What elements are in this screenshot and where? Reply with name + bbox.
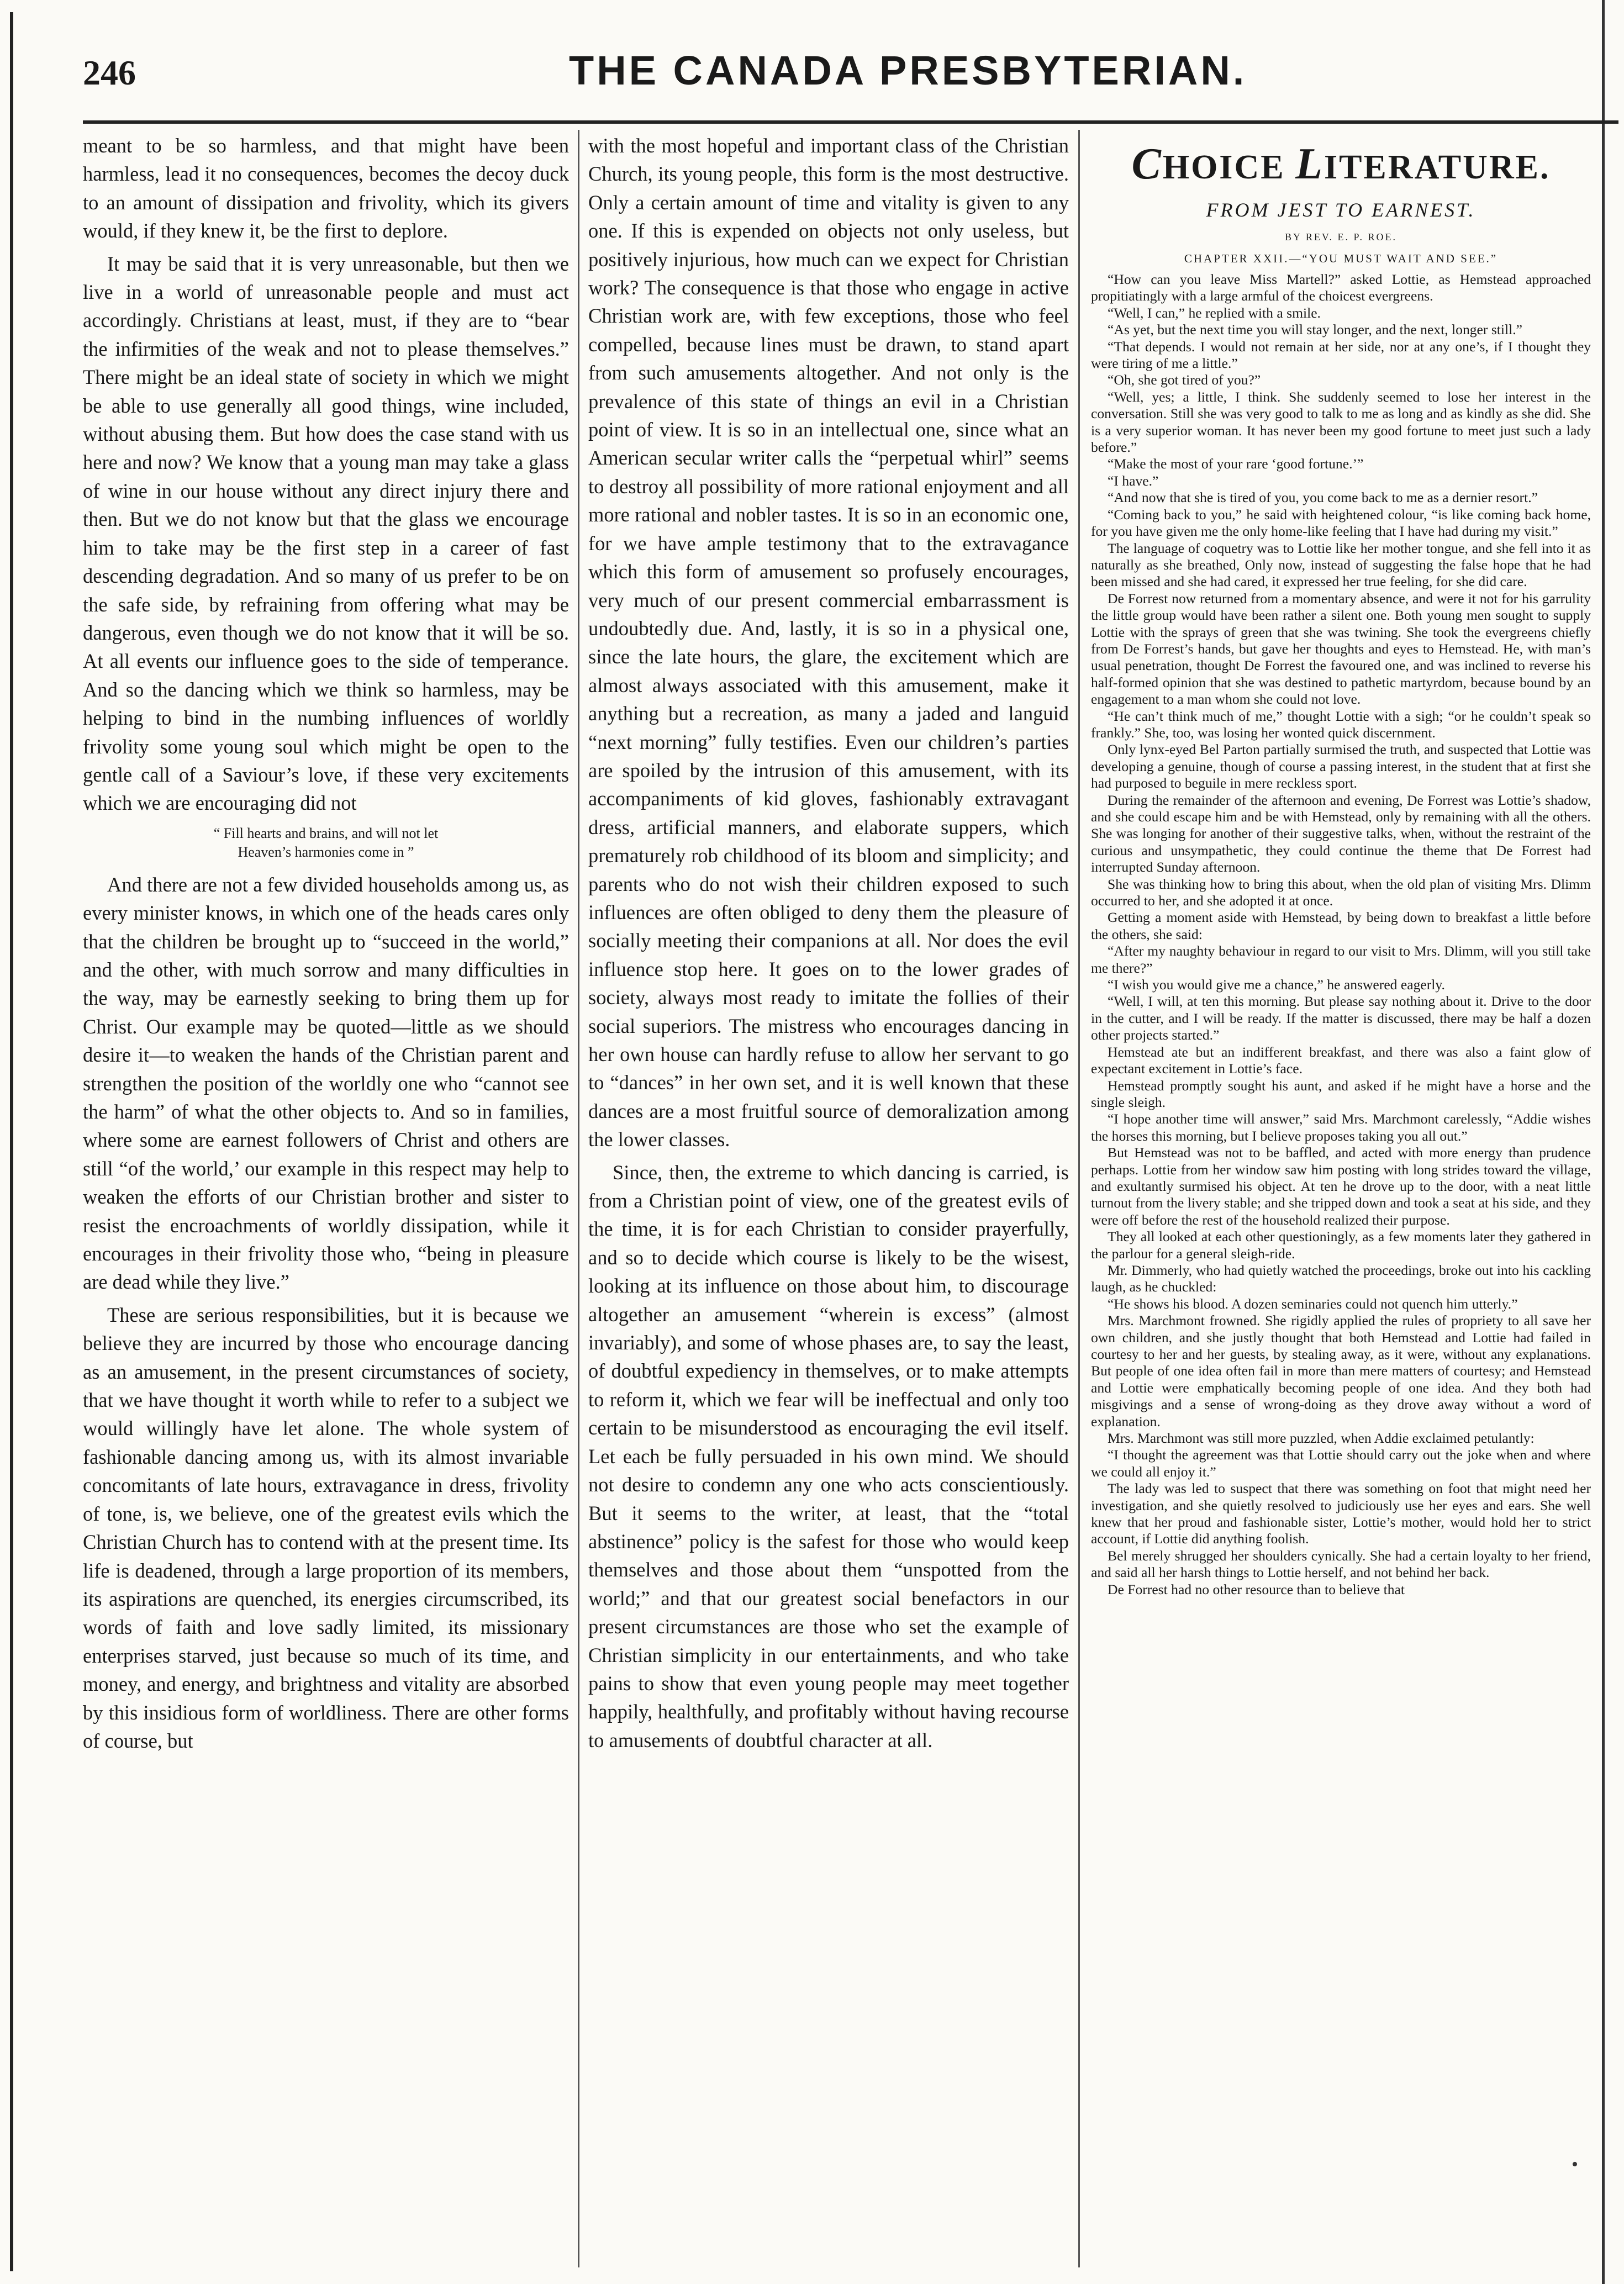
story-paragraph: “That depends. I would not remain at her side, nor at any one’s, if I thought they were tiring of me a little.” [1091, 338, 1591, 372]
section-title-initial: C [1131, 140, 1163, 188]
story-paragraph: “I wish you would give me a chance,” he answered eagerly. [1108, 977, 1445, 993]
story-paragraph: De Forrest had no other resource than to believe that [1108, 1581, 1405, 1597]
story-paragraph: “I hope another time will answer,” said Mrs. Marchmont carelessly, “Addie wishes the horses this morning, but I believe proposes taking you all out.” [1091, 1111, 1591, 1144]
section-title-initial: L [1295, 140, 1324, 188]
page-edge-left [10, 12, 13, 2271]
article-paragraph: And there are not a few divided households among us, as every minister knows, in which one of the heads cares only that the children be brought up to “succeed in the world,” and the other, with much sorrow and many difficulties in the way, may be earnestly seeking to bring them up for Christ. Our example may be quoted—little as we should desire it—to weaken the hands of the Christian parent and strengthen the position of the worldly one who “cannot see the harm” of what the other objects to. And so in families, where some are earnest followers of Christ and others are still “of the world,’ our example in this respect may help to weaken the efforts of our Christian brother and sister to resist the encroachments of worldly dissipation, while it encourages in their frivolity those who, “being in pleasure are dead while they live.” [83, 873, 569, 1294]
section-title [1091, 139, 1591, 189]
print-mark: • [1572, 2154, 1578, 2175]
story-paragraph: “How can you leave Miss Martell?” asked Lottie, as Hemstead approached propitiatingly with a large armful of the choicest evergreens. [1091, 271, 1591, 304]
story-paragraph: But Hemstead was not to be baffled, and acted with more energy than prudence perhaps. Lottie from her window saw him posting with long strides toward the village, and exultantly surmised his object. At ten he drove up to the door, with a neat little turnout from the livery stable; and she tripped down and took a seat at his side, and they were off before the rest of the household realized their purpose. [1091, 1144, 1591, 1228]
story-paragraph: “Well, I can,” he replied with a smile. [1108, 304, 1321, 321]
story-paragraph: Hemstead promptly sought his aunt, and asked if he might have a horse and the single sleigh. [1091, 1077, 1591, 1110]
story-paragraph: Getting a moment aside with Hemstead, by being down to breakfast a little before the others, she said: [1091, 909, 1591, 942]
masthead-title: THE CANADA PRESBYTERIAN. [569, 48, 1247, 93]
article-paragraph: These are serious responsibilities, but it is because we believe they are incurred by those who encourage dancing as an amusement, in the present circumstances of society, that we have thought it worth while to refer to a subject we would willingly have let alone. The whole system of fashionable dancing among us, with its almost invariable concomitants of late hours, extravagance in dress, frivolity of tone, is, we believe, one of the greatest evils which the Christian Church has to contend with at the present time. Its life is deadened, through a large proportion of its members, its aspirations are quenched, its energies circumscribed, its words of faith and love sadly limited, its missionary enterprises starved, just because so much of its time, and money, and energy, and brightness and vitality are absorbed by this insidious form of worldliness. There are other forms of course, but [83, 1303, 569, 1752]
chapter-heading: CHAPTER XXII.—“YOU MUST WAIT AND SEE.” [1184, 252, 1498, 265]
story-paragraph: “I thought the agreement was that Lottie should carry out the joke when and where we could all enjoy it.” [1091, 1447, 1591, 1480]
header-rule [83, 120, 1618, 124]
article-paragraph: It may be said that it is very unreasonable, but then we live in a world of unreasonable people and must act accordingly. Christians at least, must, if they are to “bear the infirmities of the weak and not to please themselves.” There might be an ideal state of society in which we might be able to use generally all good things, wine included, without abusing them. But how does the case stand with us here and now? We know that a young man may take a glass of wine in our house without any direct injury there and then. But we do not know but that the glass we encourage him to take may be the first step in a career of fast descending degradation. And so many of us prefer to be on the safe side, by refraining from offering what may be dangerous, even though we do not know that it will be so. At all events our influence goes to the side of temperance. And so the dancing which we think so harmless, may be helping to bind in the numbing influences of worldly frivolity some young soul which might be open to the gentle call of a Saviour’s love, if these very excitements which we are encouraging did not [83, 252, 569, 815]
article-column-2 [588, 131, 1069, 2269]
story-paragraph: Mr. Dimmerly, who had quietly watched the proceedings, broke out into his cackling laugh, as he chuckled: [1091, 1262, 1591, 1295]
poem-quote [94, 824, 558, 862]
column-divider-2 [1078, 130, 1080, 2267]
story-paragraph: “He can’t think much of me,” thought Lottie with a sigh; “or he couldn’t speak so frankly.” She, too, was losing her wonted quick discernment. [1091, 708, 1591, 741]
article-paragraph: with the most hopeful and important class of the Christian Church, its young people, this form is the most destructive. Only a certain amount of time and vitality is given to any one. If this is expended on objects not only useless, but positively injurious, how much can we expect for Christian work? The consequence is that those who engage in active Christian work are, with few exceptions, those who feel compelled, because lines must be drawn, to stand apart from such amusements altogether. And not only is the prevalence of this state of things an evil in a Christian point of view. It is so in an intellectual one, since what an American secular writer calls the “perpetual whirl” seems to destroy all possibility of more rational enjoyment and all more rational and nobler tastes. It is so in an economic one, for we have ample testimony that to the extravagance which this form of amusement so profusely encourages, very much of our present commercial embarrassment is undoubtedly due. And, lastly, it is so in a physical one, since the late hours, the glare, the excitement which are almost always associated with this amusement, make it anything but a recreation, as many a jaded and languid “next morning” fully testifies. Even our children’s parties are spoiled by the intrusion of this amusement, with its accompaniments of kid gloves, fashionably extravagant dress, artificial manners, and elaborate suppers, which prematurely rob childhood of its bloom and simplicity; and parents who do not wish their children exposed to such influences are often obliged to deny them the pleasure of socially meeting their companions at all. Nor does the evil influence stop here. It goes on to the lower grades of society, always most ready to imitate the follies of their social superiors. The mistress who encourages dancing in her own house can hardly refuse to allow her servant to go to “dances” in her own set, and it is well known that these dances are a most fruitful source of demoralization among the lower classes. [588, 134, 1069, 1151]
story-paragraph: “After my naughty behaviour in regard to our visit to Mrs. Dlimm, will you still take me there?” [1091, 943, 1591, 976]
story-paragraph: The language of coquetry was to Lottie like her mother tongue, and she fell into it as naturally as she breathed, Only now, instead of suggesting the false hope that he had been missed and she had cared, it expressed her true feeling, for she did care. [1091, 540, 1591, 590]
choice-literature-column [1091, 131, 1591, 2269]
story-paragraph: De Forrest now returned from a momentary absence, and were it not for his garrulity the little group would have been rather a silent one. Both young men sought to supply Lottie with the sprays of green that she was twining. She took the evergreens chiefly from De Forrest’s hands, but gave her thoughts and eyes to Hemstead. He, with man’s usual penetration, thought De Forrest the favoured one, and was inclined to reverse his half-formed opinion that she was destined to pathetic martyrdom, because bound by an engagement to a man whom she could not love. [1091, 590, 1591, 708]
story-paragraph: She was thinking how to bring this about, when the old plan of visiting Mrs. Dlimm occurred to her, and she adopted it at once. [1091, 875, 1591, 909]
story-byline: BY REV. E. P. ROE. [1284, 231, 1398, 242]
page-header [83, 47, 1618, 113]
story-paragraph: “Well, I will, at ten this morning. But please say nothing about it. Drive to the door in the cutter, and I will be ready. If the matter is discussed, there may be half a dozen other projects started.” [1091, 993, 1591, 1043]
story-paragraph: “I have.” [1108, 472, 1159, 489]
section-title-part: ITERATURE. [1324, 149, 1551, 186]
story-paragraph: “Oh, she got tired of you?” [1108, 372, 1261, 388]
story-paragraph: Bel merely shrugged her shoulders cynically. She had a certain loyalty to her friend, and said all her harsh things to Lottie herself, and not behind her back. [1091, 1547, 1591, 1581]
story-paragraph: Mrs. Marchmont was still more puzzled, when Addie exclaimed petulantly: [1108, 1430, 1535, 1447]
poem-line: Heaven’s harmonies come in ” [238, 843, 414, 860]
column-divider-1 [578, 130, 579, 2267]
article-column-1 [83, 131, 569, 2269]
story-paragraph: “Make the most of your rare ‘good fortune.’” [1108, 456, 1364, 472]
page-number: 246 [83, 53, 136, 92]
page-edge-right [1602, 0, 1605, 2284]
story-paragraph: During the remainder of the afternoon and evening, De Forrest was Lottie’s shadow, and she could escape him and be with Hemstead, only by remaining with all the others. She was longing for another of their suggestive talks, when, without the restraint of the curious and unsympathetic, they could continue the theme that De Forrest had interrupted Sunday afternoon. [1091, 792, 1591, 875]
story-paragraph: They all looked at each other questioningly, as a few moments later they gathered in the parlour for a general sleigh-ride. [1091, 1228, 1591, 1262]
poem-line: “ Fill hearts and brains, and will not let [213, 825, 439, 841]
story-paragraph: “As yet, but the next time you will stay longer, and the next, longer still.” [1108, 321, 1522, 338]
story-paragraph: Only lynx-eyed Bel Parton partially surmised the truth, and suspected that Lottie was developing a genuine, though of course a passing interest, in the student that at first she had purposed to beguile in mere reckless sport. [1091, 741, 1591, 792]
section-title-part: HOICE [1162, 149, 1296, 186]
story-paragraph: “Well, yes; a little, I think. She suddenly seemed to lose her interest in the conversation. Still she was very good to talk to me as long and as kindly as she did. She is a very superior woman. It has never been my good fortune to meet just such a lady before.” [1091, 388, 1591, 456]
story-paragraph: Mrs. Marchmont frowned. She rigidly applied the rules of propriety to all save her own children, and she justly thought that both Hemstead and Lottie had failed in courtesy to her and her guests, by stealing away, as it were, without any explanations. But people of one idea often fail in more than mere matters of courtesy; and Hemstead and Lottie were emphatically becoming people of one idea. And they both had misgivings and a sense of wrong-doing as they drove away without a word of explanation. [1091, 1312, 1591, 1430]
story-paragraph: “Coming back to you,” he said with heightened colour, “is like coming back home, for you have given me the only home-like feeling that I have had during my visit.” [1091, 506, 1591, 540]
story-paragraph: “And now that she is tired of you, you come back to me as a dernier resort.” [1108, 489, 1538, 506]
story-title: FROM JEST TO EARNEST. [1206, 199, 1476, 221]
article-paragraph: meant to be so harmless, and that might have been harmless, lead it no consequences, becomes the decoy duck to an amount of dissipation and frivolity, which its givers would, if they knew it, be the first to deplore. [83, 134, 569, 242]
story-paragraph: The lady was led to suspect that there was something on foot that might need her investigation, and she quietly resolved to judiciously use her eyes and ears. She well knew that her proud and fashionable sister, Lottie’s mother, would hold her to strict account, if Lottie did anything foolish. [1091, 1480, 1591, 1547]
story-paragraph: Hemstead ate but an indifferent breakfast, and there was also a faint glow of expectant excitement in Lottie’s face. [1091, 1043, 1591, 1077]
article-paragraph: Since, then, the extreme to which dancing is carried, is from a Christian point of view, one of the greatest evils of the time, it is for each Christian to consider prayerfully, and so to decide which course is likely to be the wisest, looking at its influence on those about him, to discourage altogether an amusement “wherein is excess” (almost invariably), and some of whose phases are, to say the least, of doubtful expediency in themselves, or to make attempts to reform it, which we fear will be ineffectual and only too certain to be misunderstood as encouraging the evil itself. Let each be fully persuaded in his own mind. We should not desire to condemn any one who acts conscientiously. But it seems to the writer, at least, that the “total abstinence” policy is the safest for those who would keep themselves and those about them “unspotted from the world;” and that our greatest social benefactors in our present circumstances are those who set the example of Christian simplicity in our entertainments, and who take pains to show that even young people may meet together happily, healthfully, and profitably without having recourse to amusements of doubtful character at all. [588, 1161, 1069, 1752]
story-body [1091, 271, 1591, 1598]
story-paragraph: “He shows his blood. A dozen seminaries could not quench him utterly.” [1108, 1295, 1518, 1312]
